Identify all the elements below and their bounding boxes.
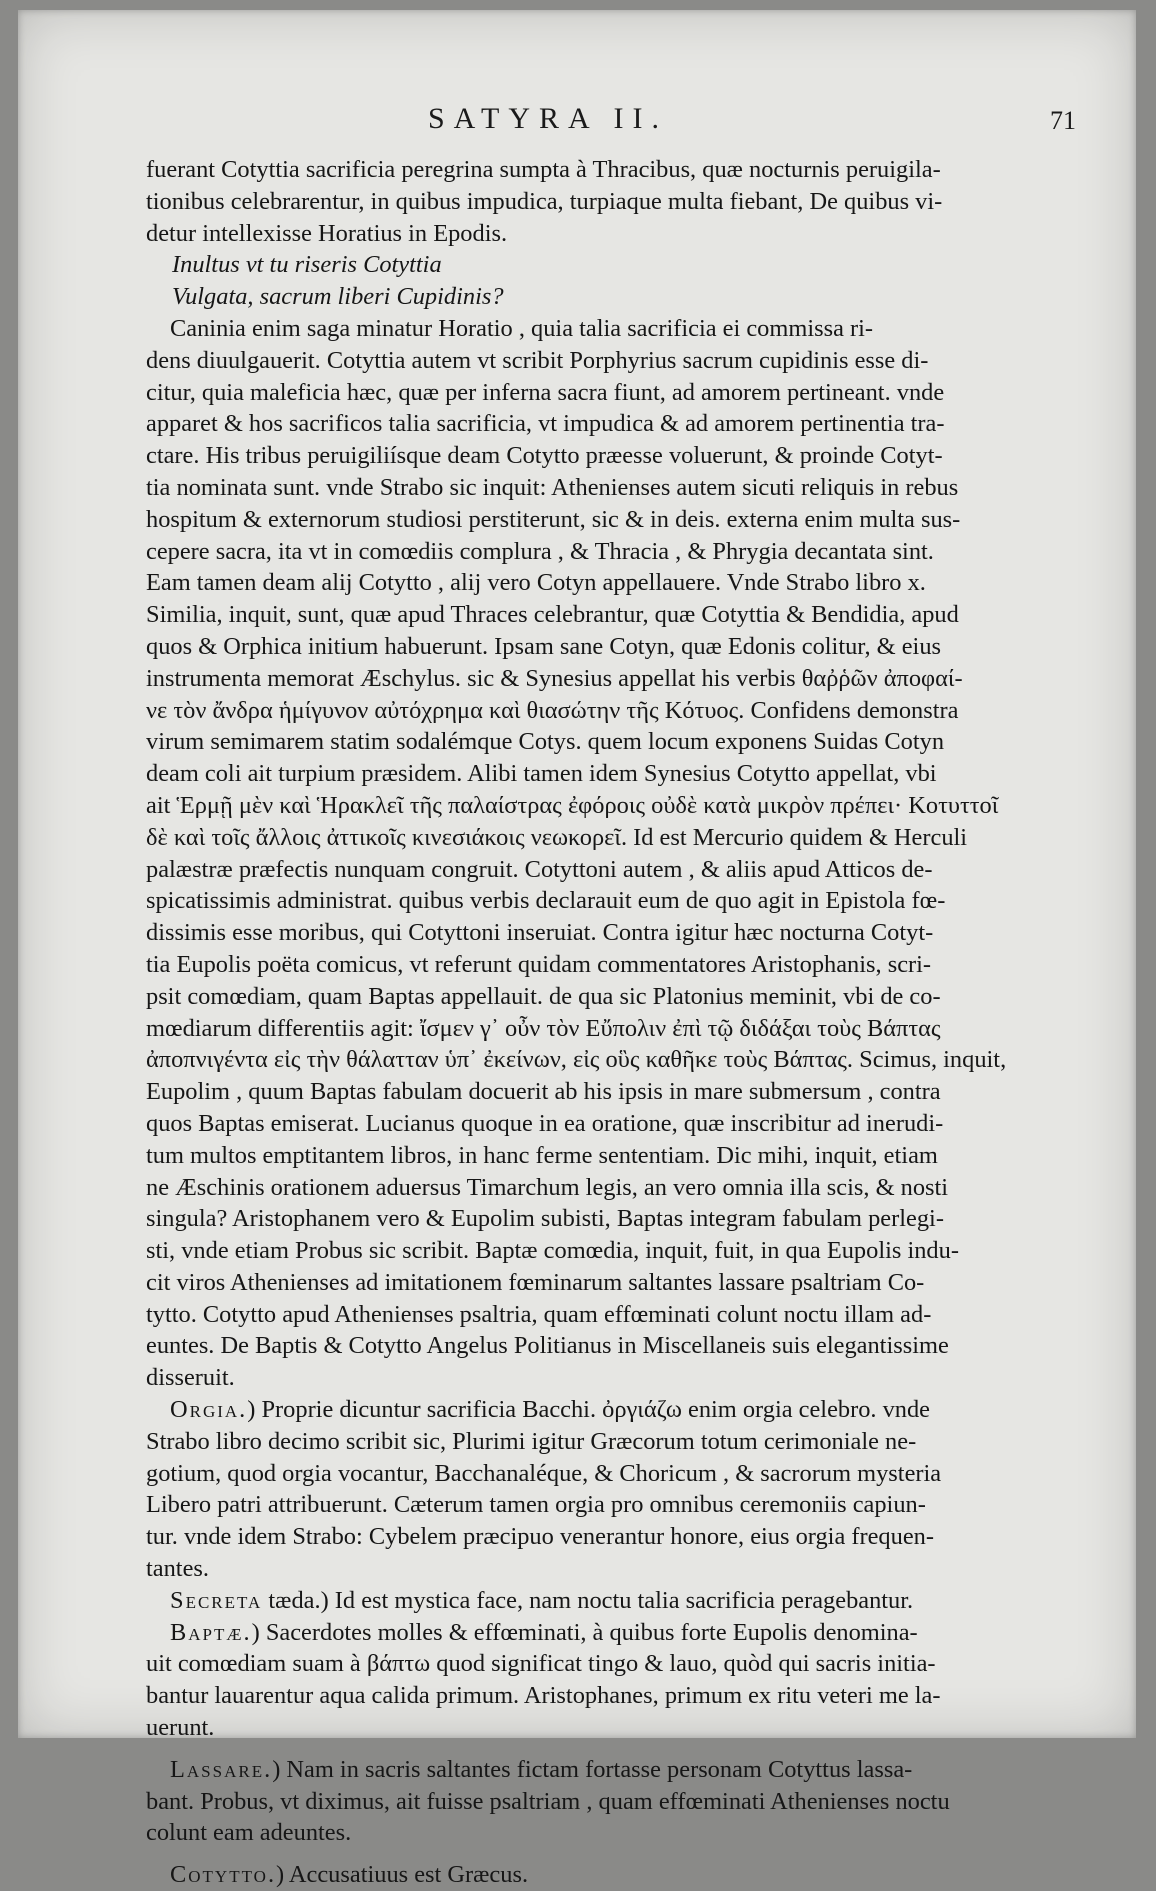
lemma-heading: Orgia. — [170, 1396, 248, 1424]
line-text: fuerant Cotyttia sacrificia peregrina sumpta à Thracibus, quæ nocturnis peruigila- — [146, 156, 941, 183]
line-text: dens diuulgauerit. Cotyttia autem vt scribit Porphyrius sacrum cupidinis esse di- — [146, 346, 929, 374]
text-line — [146, 1754, 1061, 1786]
page-number: 71 — [1050, 106, 1076, 135]
line-text: ctare. His tribus peruigiliísque deam Cotytto præesse voluerunt, & proinde Cotyt- — [146, 442, 943, 470]
running-title: SATYRA II. — [428, 102, 669, 135]
line-text: quos & Orphica initium habuerunt. Ipsam sane Cotyn, quæ Edonis colitur, & eius — [146, 632, 942, 660]
line-text: citur, quia maleficia hæc, quæ per inferna sacra fiunt, ad amorem pertineant. vnde — [146, 378, 945, 406]
line-text: uerunt. — [146, 1714, 215, 1742]
line-text: bantur lauarentur aqua calida primum. Aristophanes, primum ex ritu veteri me la- — [146, 1682, 941, 1710]
line-text: tantes. — [146, 1555, 209, 1583]
line-text: ) Proprie dicuntur sacrificia Bacchi. ὀργιάζω enim orgia celebro. vnde — [247, 1396, 931, 1424]
line-text: hospitum & externorum studiosi perstiterunt, sic & in deis. externa enim multa sus- — [146, 505, 961, 533]
line-text: euntes. De Baptis & Cotytto Angelus Politianus in Miscellaneis suis elegantissime — [146, 1332, 949, 1360]
line-text: sti, vnde etiam Probus sic scribit. Baptæ comœdia, inquit, fuit, in qua Eupolis indu- — [146, 1237, 959, 1265]
line-text: tum multos emptitantem libros, in hanc ferme sententiam. Dic mihi, inquit, etiam — [146, 1141, 938, 1169]
line-text: uit comœdiam suam à βάπτω quod significat tingo & lauo, quòd qui sacris initia- — [146, 1650, 936, 1678]
line-text: dissimis esse moribus, qui Cotyttoni inseruiat. Contra igitur hæc nocturna Cotyt- — [146, 919, 934, 947]
line-text: spicatissimis administrat. quibus verbis declarauit eum de quo agit in Epistola fœ- — [146, 887, 946, 915]
text-line — [146, 663, 1061, 695]
text-line — [146, 695, 1061, 727]
text-line — [146, 822, 1061, 854]
text-line — [146, 218, 1061, 250]
line-text: tæda.) Id est mystica face, nam noctu talia sacrificia peragebantur. — [262, 1586, 914, 1614]
text-line — [146, 1553, 1061, 1585]
line-text: Similia, inquit, sunt, quæ apud Thraces celebrantur, quæ Cotyttia & Bendidia, apud — [146, 601, 959, 629]
line-text: νε τὸν ἄνδρα ἡμίγυνον αὐτόχρημα καὶ θιασώτην τῆς Κότυος. Confidens demonstra — [146, 696, 959, 724]
text-line — [146, 917, 1061, 949]
text-line — [146, 949, 1061, 981]
text-line — [146, 1044, 1061, 1076]
line-text: instrumenta memorat Æschylus. sic & Synesius appellat his verbis θαῤῥῶν ἀποφαί- — [146, 664, 963, 692]
text-line — [146, 1786, 1061, 1818]
line-text: bant. Probus, vt diximus, ait fuisse psaltriam , quam effœminati Athenienses noctu — [146, 1787, 950, 1815]
line-text: cepere sacra, ita vt in comœdiis complura , & Thracia , & Phrygia decantata sint. — [146, 537, 934, 565]
line-text: Eupolim , quum Baptas fabulam docuerit ab his ipsis in mare submersum , contra — [146, 1078, 941, 1106]
lemma-heading: Cotytto. — [170, 1861, 277, 1889]
line-text: virum semimarem statim sodalémque Cotys. quem locum exponens Suidas Cotyn — [146, 728, 945, 756]
line-text: Libero patri attribuerunt. Cæterum tamen orgia pro omnibus ceremoniis capiun- — [146, 1491, 926, 1519]
line-text: apparet & hos sacrificos talia sacrificia, vt impudica & ad amorem pertinentia tra- — [146, 410, 945, 438]
text-line — [146, 1712, 1061, 1744]
line-text: disseruit. — [146, 1364, 235, 1392]
paragraph-gap — [146, 1849, 1061, 1859]
line-text: psit comœdiam, quam Baptas appellauit. de qua sic Platonius meminit, vbi de co- — [146, 982, 941, 1010]
lemma-heading: Secreta — [170, 1586, 263, 1614]
line-text: cit viros Athenienses ad imitationem fœminarum saltantes lassare psaltriam Co- — [146, 1268, 925, 1296]
text-line — [146, 981, 1061, 1013]
line-text: ) Sacerdotes molles & effœminati, à quibus forte Eupolis denomina- — [251, 1618, 918, 1646]
line-text: colunt eam adeuntes. — [146, 1819, 352, 1847]
text-line — [146, 1680, 1061, 1712]
text-line — [146, 440, 1061, 472]
text-line — [146, 1108, 1061, 1140]
line-text: detur intellexisse Horatius in Epodis. — [146, 219, 508, 247]
text-line — [146, 1299, 1061, 1331]
text-line — [146, 377, 1061, 409]
text-line — [146, 408, 1061, 440]
lemma-heading: Baptæ. — [170, 1618, 252, 1646]
lemma-heading: Lassare. — [170, 1755, 273, 1783]
text-line — [146, 1426, 1061, 1458]
line-text: ) Nam in sacris saltantes fictam fortasse personam Cotyttus lassa- — [272, 1755, 913, 1783]
text-line — [146, 631, 1061, 663]
text-line — [146, 1362, 1061, 1394]
line-text: ait Ἑρμῇ μὲν καὶ Ἡρακλεῖ τῆς παλαίστρας ἐφόροις οὐδὲ κατὰ μικρὸν πρέπει· Κοτυττοῖ — [146, 791, 999, 819]
line-text: singula? Aristophanem vero & Eupolim subisti, Baptas integram fabulam perlegi- — [146, 1205, 944, 1233]
text-line — [146, 1076, 1061, 1108]
line-text: ἀποπνιγέντα εἰς τὴν θάλατταν ὑπ᾽ ἐκείνων, εἰς οὓς καθῆκε τοὺς Βάπτας. Scimus, inquit, — [146, 1046, 1007, 1074]
text-line — [146, 1458, 1061, 1490]
text-line — [146, 345, 1061, 377]
text-line — [146, 726, 1061, 758]
text-line — [146, 313, 1061, 345]
text-line — [146, 472, 1061, 504]
text-line — [146, 154, 1061, 186]
verse-line — [146, 249, 1061, 281]
line-text: mœdiarum differentiis agit: ἴσμεν γ᾽ οὖν τὸν Εὔπολιν ἐπὶ τῷ διδάξαι τοὺς Βάπτας — [146, 1014, 941, 1042]
text-line — [146, 885, 1061, 917]
verse-line — [146, 281, 1061, 313]
text-line — [146, 186, 1061, 218]
text-line — [146, 1235, 1061, 1267]
line-text: deam coli ait turpium præsidem. Alibi tamen idem Synesius Cotytto appellat, vbi — [146, 760, 937, 788]
line-text: ) Accusatiuus est Græcus. — [276, 1861, 529, 1889]
text-line — [146, 1394, 1061, 1426]
line-text: tia nominata sunt. vnde Strabo sic inquit: Athenienses autem sicuti reliquis in rebus — [146, 473, 959, 501]
text-line — [146, 1817, 1061, 1849]
line-text: tytto. Cotytto apud Athenienses psaltria, quam effœminati colunt noctu illam ad- — [146, 1300, 932, 1328]
line-text: Vulgata, sacrum liberi Cupidinis? — [172, 283, 504, 311]
line-text: tia Eupolis poëta comicus, vt referunt quidam commentatores Aristophanis, scri- — [146, 950, 932, 978]
text-line — [146, 1172, 1061, 1204]
text-line — [146, 536, 1061, 568]
text-line — [146, 567, 1061, 599]
text-line — [146, 1648, 1061, 1680]
text-line — [146, 1013, 1061, 1045]
line-text: δὲ καὶ τοῖς ἄλλοις ἀττικοῖς κινεσιάκοις νεωκορεῖ. Id est Mercurio quidem & Herculi — [146, 823, 968, 851]
line-text: Caninia enim saga minatur Horatio , quia talia sacrificia ei commissa ri- — [170, 314, 874, 342]
line-text: Strabo libro decimo scribit sic, Plurimi igitur Græcorum totum cerimoniale ne- — [146, 1427, 917, 1455]
text-line — [146, 504, 1061, 536]
text-line — [146, 599, 1061, 631]
text-line — [146, 1585, 1061, 1617]
line-text: ne Æschinis orationem aduersus Timarchum legis, an vero omnia illa scis, & nosti — [146, 1173, 949, 1201]
text-line — [146, 1140, 1061, 1172]
line-text: Eam tamen deam alij Cotytto , alij vero Cotyn appellauere. Vnde Strabo libro x. — [146, 569, 926, 597]
text-line — [146, 1267, 1061, 1299]
text-line — [146, 790, 1061, 822]
text-line — [146, 1859, 1061, 1891]
body-text — [146, 154, 1061, 1891]
running-head — [18, 102, 1136, 142]
line-text: palæstræ præfectis nunquam congruit. Cotyttoni autem , & aliis apud Atticos de- — [146, 855, 933, 883]
text-line — [146, 1617, 1061, 1649]
line-text: tionibus celebrarentur, in quibus impudica, turpiaque multa fiebant, De quibus vi- — [146, 187, 943, 215]
line-text: Inultus vt tu riseris Cotyttia — [172, 251, 442, 279]
line-text: tur. vnde idem Strabo: Cybelem præcipuo venerantur honore, eius orgia frequen- — [146, 1523, 934, 1551]
text-line — [146, 1489, 1061, 1521]
text-line — [146, 1203, 1061, 1235]
text-line — [146, 1521, 1061, 1553]
text-line — [146, 854, 1061, 886]
book-page — [18, 10, 1136, 1889]
paragraph-gap — [146, 1744, 1061, 1754]
text-line — [146, 758, 1061, 790]
line-text: quos Baptas emiserat. Lucianus quoque in ea oratione, quæ inscribitur ad inerudi- — [146, 1109, 944, 1137]
line-text: gotium, quod orgia vocantur, Bacchanaléque, & Choricum , & sacrorum mysteria — [146, 1459, 942, 1487]
text-line — [146, 1330, 1061, 1362]
